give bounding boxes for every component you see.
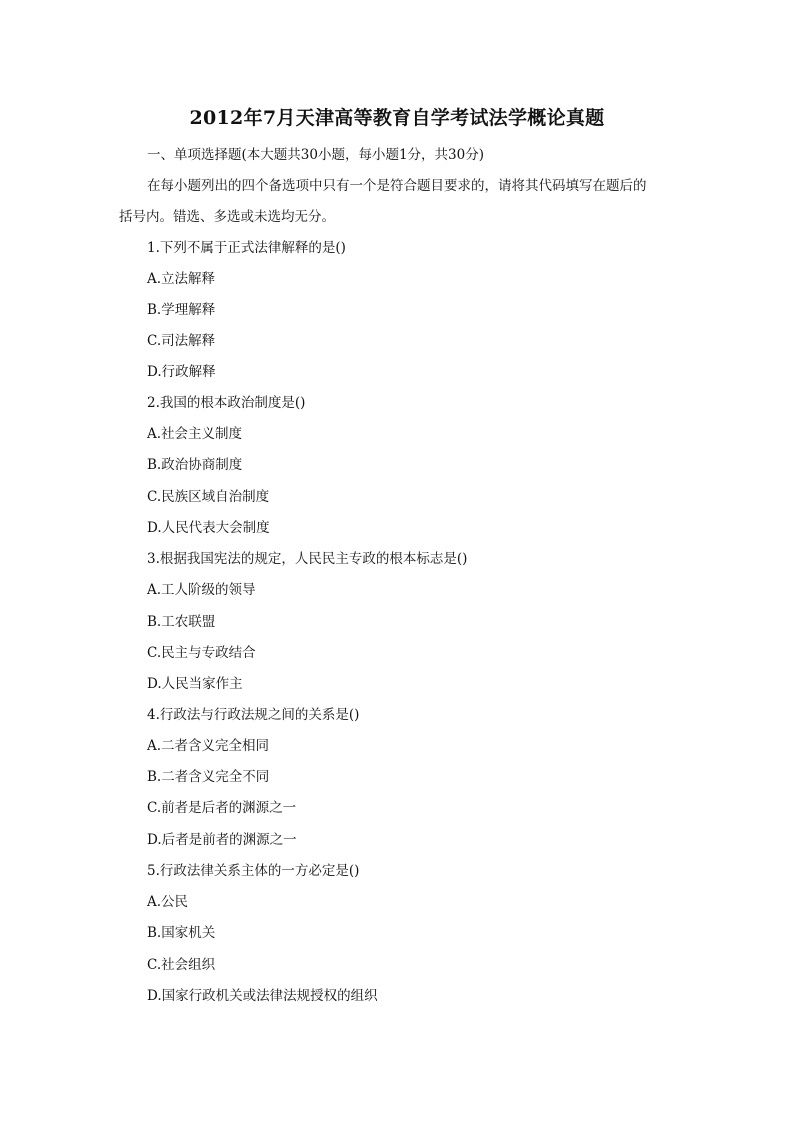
option-b: B.国家机关	[147, 925, 216, 941]
question-stem: 5.行政法律关系主体的一方必定是()	[147, 863, 360, 879]
option-c: C.前者是后者的渊源之一	[147, 800, 297, 816]
question-stem: 1.下列不属于正式法律解释的是()	[147, 240, 346, 256]
option-d: D.行政解释	[147, 364, 216, 380]
option-a: A.立法解释	[147, 271, 216, 287]
option-c: C.司法解释	[147, 333, 216, 349]
option-a: A.工人阶级的领导	[147, 582, 256, 598]
option-a: A.公民	[147, 894, 189, 910]
question-stem: 3.根据我国宪法的规定，人民民主专政的根本标志是()	[147, 551, 468, 567]
option-d: D.人民代表大会制度	[147, 520, 270, 536]
option-a: A.二者含义完全相同	[147, 738, 270, 754]
document-title: 2012年7月天津高等教育自学考试法学概论真题	[189, 107, 605, 129]
option-b: B.学理解释	[147, 302, 216, 318]
option-b: B.二者含义完全不同	[147, 769, 270, 785]
option-a: A.社会主义制度	[147, 426, 243, 442]
question-stem: 4.行政法与行政法规之间的关系是()	[147, 707, 360, 723]
instruction-line-1: 在每小题列出的四个备选项中只有一个是符合题目要求的，请将其代码填写在题后的	[147, 178, 647, 194]
option-b: B.政治协商制度	[147, 457, 243, 473]
instruction-line-2: 括号内。错选、多选或未选均无分。	[119, 209, 335, 225]
option-d: D.人民当家作主	[147, 676, 243, 692]
option-d: D.国家行政机关或法律法规授权的组织	[147, 988, 378, 1004]
section-heading: 一、单项选择题(本大题共30小题，每小题1分，共30分)	[147, 147, 484, 163]
option-c: C.社会组织	[147, 957, 216, 973]
question-stem: 2.我国的根本政治制度是()	[147, 395, 306, 411]
option-c: C.民主与专政结合	[147, 645, 256, 661]
option-d: D.后者是前者的渊源之一	[147, 832, 297, 848]
option-c: C.民族区域自治制度	[147, 489, 270, 505]
option-b: B.工农联盟	[147, 614, 216, 630]
